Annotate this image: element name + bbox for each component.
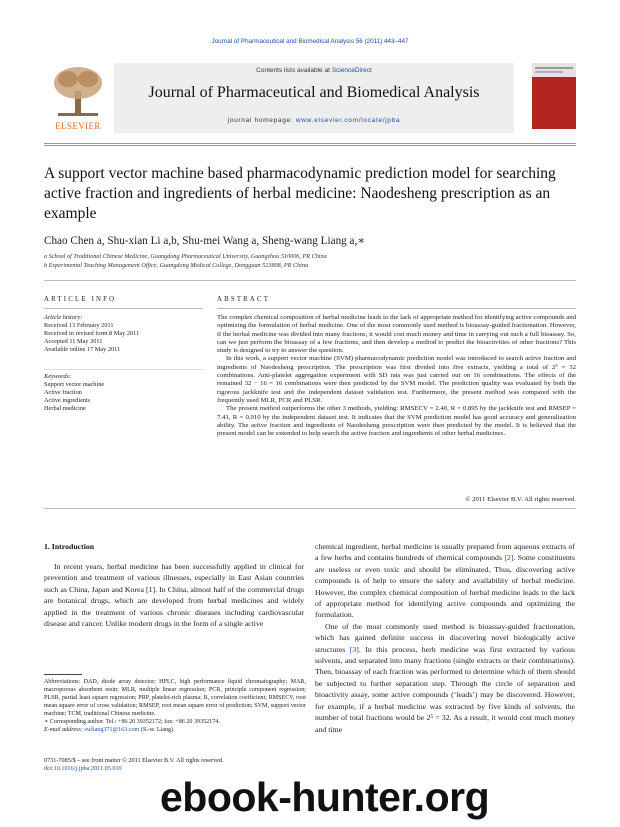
- homepage-link[interactable]: www.elsevier.com/locate/jpba: [295, 117, 401, 124]
- keywords-label: Keywords:: [44, 373, 72, 380]
- body-text: chemical ingredient, herbal medicine is usually prepared from aqueous extracts of a few herbs and contains hundreds of chemical compounds: [315, 542, 575, 563]
- journal-homepage: [114, 117, 514, 124]
- body-text: . In this process, herb medicine was first extracted by various solvents, and separated into many fractions (single extracts or their combinations). Then, bioassay of each fraction was performed to determine which of them should be subjected to further separation step. Through the circle of separation and bioactivity assay, some active compounds (‘leads’) may be discovered. However, for example, if a herbal medicine was extracted by five kinds of solvents, the number of total fractions would be 2⁵ = 32. As a result, it would cost much money and time: [315, 644, 575, 734]
- journal-name: Journal of Pharmaceutical and Biomedical Analysis: [148, 84, 480, 101]
- section-divider: [44, 280, 576, 281]
- received-date: Received 13 February 2011: [44, 322, 114, 330]
- abstract-paragraph: In this work, a support vector machine (SVM) pharmacodynamic prediction model was introduced to search active fraction and ingredients of Naodesheng prescription. The prescription was first divided into five extracts, yielding a total of 2⁵ = 32 combinations. Anti-platelet aggregation experiment with SD rats was just carried out on 16 combinations. The effects of the remained 32 − 16 = 16 combinations were then predicted by the SVM model. The prediction quality was evaluated by both the rigorous jackknife test and the independent dataset validation test. Furthermore, the present method was compared with the frequently used MLR, PCR and PLSR.: [217, 355, 576, 404]
- email-footnote: [44, 726, 306, 734]
- masthead-banner: [114, 63, 514, 133]
- footer-copyright: [44, 757, 344, 773]
- sciencedirect-link[interactable]: ScienceDirect: [331, 67, 372, 74]
- abstract-paragraph: The present method outperforms the other 3 methods, yielding: RMSECV = 2.40, R = 0.895 by the jackknife test and RMSEP = 7.41, R = 0.910 by the independent dataset test. It indicates that the SVM prediction model has good accuracy and generalization ability. The active fraction and ingredients of Naodesheng prescription were then predicted by the model. It is believed that the present model can be extended to help search the active fraction and ingredients of other herbal medicines.: [217, 405, 576, 438]
- elsevier-logo: [44, 63, 112, 133]
- affiliation-a: a School of Traditional Chinese Medicine, Guangdong Pharmaceutical University, Guangzhou 510006, PR China: [44, 253, 327, 260]
- keywords: [44, 373, 204, 413]
- body-paragraph: In recent years, herbal medicine has been successfully applied in clinical for prevention and treatment of various illnesses, especially in East Asian countries such as China, Japan and Korea [1]. In China, almost half of the commercial drugs are botanical drugs, which are developed from herbal medicines and widely applied in the treatment of various chronic diseases including cardiovascular disease and cancer. Unlike modern drugs in the form of a single active: [44, 562, 304, 629]
- body-paragraph: [315, 541, 575, 621]
- header-divider: [44, 145, 576, 146]
- watermark: ebook-hunter.org: [160, 774, 490, 820]
- accepted-date: Accepted 11 May 2011: [44, 338, 103, 346]
- body-right-column: [315, 541, 575, 735]
- body-text: . Some constituents are useless or even toxic and should be eliminated. Thus, discovering active compounds is of help to ensure the safety and availability of herbal medicine. However, the complex chemical composition of herbal medicine leads to the lack of appropriate method for identifying active compounds and optimizing the formulation.: [315, 553, 575, 620]
- article-info-rule: [44, 308, 203, 309]
- body-left-column: [44, 561, 304, 629]
- email-link[interactable]: swliang371@163.com: [84, 727, 140, 733]
- abbreviations-footnote: Abbreviations: DAD, diode array detector; HPLC, high performance liquid chromatography; MAR, macroporous absorbent resin; MLR, multiple linear regression; PCR, principle component regression; PLSR, partial least square regression; PRP, platelet-rich plasma; R, correlation coefficient; RMSECV, root mean square error of cross validation; RMSEP, root mean square error of prediction; SVM, support vector machine; TCM, traditional Chinese medicine.: [44, 679, 306, 717]
- cover-title-line: [535, 67, 573, 69]
- issn-line: 0731-7085/$ – see front matter © 2011 Elsevier B.V. All rights reserved.: [44, 757, 224, 764]
- doi-link[interactable]: doi:10.1016/j.jpba.2011.05.010: [44, 765, 122, 772]
- cover-title-band: [532, 63, 576, 77]
- journal-cover-image: [532, 63, 576, 129]
- body-paragraph: [315, 621, 575, 735]
- history-label: Article history:: [44, 314, 83, 321]
- email-suffix: (S.-w. Liang).: [140, 727, 175, 733]
- abstract-copyright: © 2011 Elsevier B.V. All rights reserved.: [465, 496, 576, 503]
- footnote-rule: [44, 674, 82, 675]
- online-date: Available online 17 May 2011: [44, 346, 121, 354]
- abstract-text: [217, 314, 576, 438]
- article-history: [44, 314, 204, 354]
- introduction-heading: 1. Introduction: [44, 542, 95, 551]
- homepage-prefix: journal homepage:: [227, 117, 294, 124]
- reference-link[interactable]: [3]: [349, 644, 359, 654]
- keywords-rule: [44, 369, 203, 370]
- email-label: E-mail address:: [44, 727, 83, 733]
- elsevier-wordmark: ELSEVIER: [55, 121, 101, 131]
- footnotes: [44, 678, 306, 734]
- abstract-bottom-rule: [44, 508, 576, 509]
- reference-link[interactable]: [2]: [504, 553, 514, 563]
- contents-prefix: Contents lists available at: [256, 67, 330, 74]
- author-list: Chao Chen a, Shu-xian Li a,b, Shu-mei Wang a, Sheng-wang Liang a,∗: [44, 235, 365, 247]
- article-title: A support vector machine based pharmacodynamic prediction model for searching active fraction and ingredients of herbal medicine: Naodesheng prescription as an example: [44, 165, 556, 222]
- keyword: Support vector machine: [44, 381, 105, 389]
- cover-title-line: [535, 71, 563, 73]
- affiliation-b: b Experimental Teaching Management Office, Guangdong Medical College, Dongguan 523808, PR China: [44, 262, 309, 269]
- header-divider: [44, 143, 576, 144]
- elsevier-tree-icon: [50, 65, 106, 119]
- corresponding-author-footnote: ∗ Corresponding author. Tel.: +86 20 39352172; fax: +86 20 39352174.: [44, 719, 220, 725]
- abstract-rule: [217, 308, 576, 309]
- keyword: Herbal medicine: [44, 405, 86, 413]
- revised-date: Received in revised form 8 May 2011: [44, 330, 140, 338]
- keyword: Active ingredients: [44, 397, 91, 405]
- article-info-heading: ARTICLE INFO: [44, 296, 117, 303]
- body-text: One of the most commonly used method is bioassay-guided fractionation, which has gained definite success in discovering novel biologically active structures: [315, 621, 575, 654]
- journal-citation[interactable]: Journal of Pharmaceutical and Biomedical Analysis 56 (2011) 443–447: [211, 38, 409, 45]
- keyword: Active fraction: [44, 389, 82, 397]
- journal-masthead: [44, 63, 576, 133]
- abstract-paragraph: The complex chemical composition of herbal medicine leads to the lack of appropriate method for identifying active compounds and optimizing the formulation of herbal medicine. One of the most commonly used method is bioassay-guided fractionation. However, if the herbal medicine was divided into many fractions, it would cost much money and time in carrying out such a full bioassay. So, can we just perform the bioassay of a few fractions, and then develop a method to predict the bioactivities of other fractions? This study is designed to try to answer the question.: [217, 314, 576, 355]
- contents-line: [114, 67, 514, 74]
- abstract-heading: ABSTRACT: [217, 296, 271, 303]
